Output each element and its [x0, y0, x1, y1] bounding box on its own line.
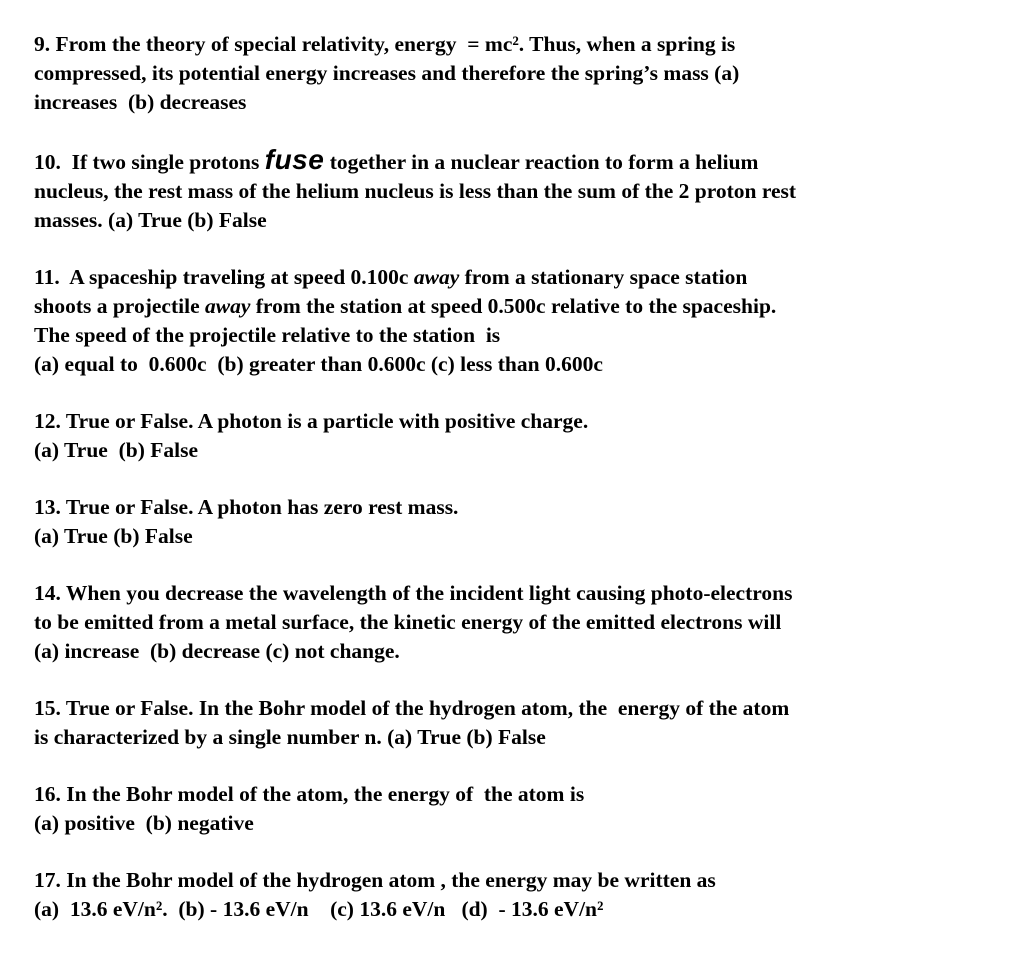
question-16	[34, 780, 994, 838]
question-15	[34, 694, 994, 752]
question-11-line-2	[34, 292, 994, 321]
question-16-line-1: 16. In the Bohr model of the atom, the energy of the atom is	[34, 782, 585, 806]
question-17-line-2: (a) 13.6 eV/n². (b) - 13.6 eV/n (c) 13.6 eV/n (d) - 13.6 eV/n²	[34, 897, 604, 921]
question-16-line-2: (a) positive (b) negative	[34, 811, 254, 835]
question-14-line-3: (a) increase (b) decrease (c) not change.	[34, 639, 400, 663]
question-11-line-1-emphasis: away	[413, 265, 460, 289]
question-11-line-3: The speed of the projectile relative to the station is	[34, 323, 501, 347]
question-10-line-3: masses. (a) True (b) False	[34, 208, 267, 232]
question-11-line-1	[34, 263, 994, 292]
question-15-line-1: 15. True or False. In the Bohr model of the hydrogen atom, the energy of the atom	[34, 696, 790, 720]
question-9-line-2: compressed, its potential energy increases and therefore the spring’s mass (a)	[34, 61, 740, 85]
question-10-text-before: 10. If two single protons	[34, 150, 265, 174]
question-14-line-2: to be emitted from a metal surface, the kinetic energy of the emitted electrons will	[34, 610, 782, 634]
question-12-line-2: (a) True (b) False	[34, 438, 199, 462]
question-9-line-1: 9. From the theory of special relativity, energy = mc². Thus, when a spring is	[34, 32, 736, 56]
question-12	[34, 407, 994, 465]
question-11-line-1-after: from a stationary space station	[459, 265, 748, 289]
question-9-line-3: increases (b) decreases	[34, 90, 247, 114]
question-sheet	[34, 30, 994, 924]
question-14-line-1: 14. When you decrease the wavelength of the incident light causing photo-electrons	[34, 581, 793, 605]
question-17-line-1: 17. In the Bohr model of the hydrogen atom , the energy may be written as	[34, 868, 716, 892]
question-11-line-2-after: from the station at speed 0.500c relative to the spaceship.	[250, 294, 777, 318]
question-10	[34, 145, 994, 235]
question-11-line-1-before: 11. A spaceship traveling at speed 0.100c	[34, 265, 414, 289]
question-11	[34, 263, 994, 379]
question-11-line-2-emphasis: away	[204, 294, 251, 318]
question-10-line-1	[34, 145, 994, 177]
question-10-line-2: nucleus, the rest mass of the helium nucleus is less than the sum of the 2 proton rest	[34, 179, 797, 203]
question-12-line-1: 12. True or False. A photon is a particle with positive charge.	[34, 409, 589, 433]
question-11-line-4: (a) equal to 0.600c (b) greater than 0.600c (c) less than 0.600c	[34, 352, 603, 376]
question-11-line-2-before: shoots a projectile	[34, 294, 205, 318]
question-13-line-1: 13. True or False. A photon has zero rest mass.	[34, 495, 459, 519]
question-10-text-after: together in a nuclear reaction to form a helium	[324, 150, 759, 174]
question-9	[34, 30, 994, 117]
question-17	[34, 866, 994, 924]
question-13	[34, 493, 994, 551]
question-14	[34, 579, 994, 666]
question-13-line-2: (a) True (b) False	[34, 524, 193, 548]
question-10-emphasis-fuse: fuse	[264, 144, 325, 175]
question-15-line-2: is characterized by a single number n. (a) True (b) False	[34, 725, 546, 749]
